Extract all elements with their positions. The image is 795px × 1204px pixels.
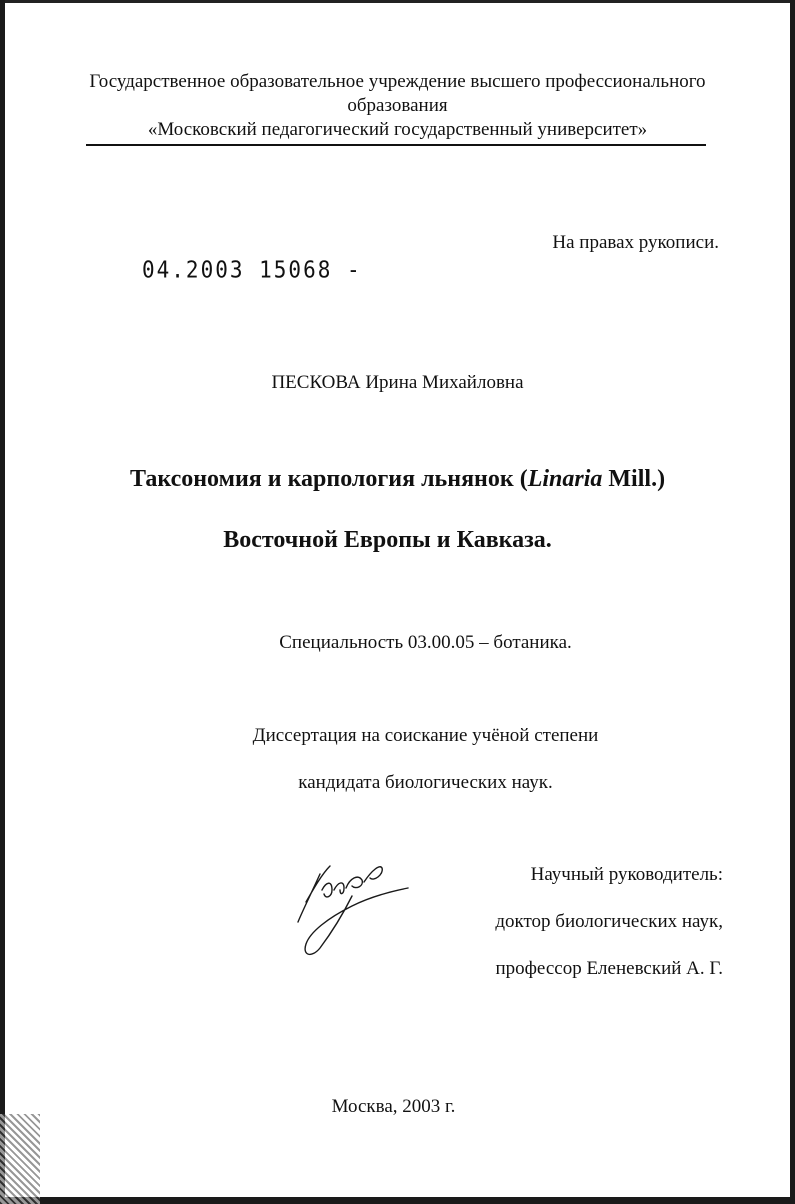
dissertation-title-line-1	[0, 466, 795, 493]
specialty: Специальность 03.00.05 – ботаника.	[279, 632, 572, 653]
title-genus-italic: Linaria	[527, 466, 603, 492]
dissertation-title-line-2: Восточной Европы и Кавказа.	[223, 527, 552, 553]
archive-stamp-number: 04.2003 15068 -	[142, 256, 362, 284]
scan-edge-top	[0, 0, 795, 3]
handwritten-signature	[292, 860, 412, 960]
institution-line-1: Государственное образовательное учреждение высшего профессионального	[89, 71, 706, 92]
header-rule	[86, 144, 706, 146]
institution-line-2: образования	[347, 95, 448, 116]
degree-line-1: Диссертация на соискание учёной степени	[252, 725, 599, 746]
rights-note: На правах рукописи.	[552, 232, 719, 253]
scan-edge-right	[790, 0, 795, 1204]
title-text-after: Mill.)	[602, 466, 666, 492]
supervisor-label: Научный руководитель:	[530, 864, 723, 885]
title-text-before: Таксономия и карпология льнянок (	[129, 466, 528, 492]
scan-edge-left	[0, 0, 5, 1204]
supervisor-degree: доктор биологических наук,	[495, 911, 723, 932]
place-and-year: Москва, 2003 г.	[331, 1096, 456, 1117]
scan-corner-noise	[0, 1114, 40, 1204]
institution-line-3: «Московский педагогический государственный университет»	[147, 119, 648, 140]
scan-edge-bottom	[0, 1197, 795, 1204]
author-name: ПЕСКОВА Ирина Михайловна	[271, 372, 524, 393]
degree-line-2: кандидата биологических наук.	[298, 772, 553, 793]
supervisor-name: профессор Еленевский А. Г.	[495, 958, 723, 979]
